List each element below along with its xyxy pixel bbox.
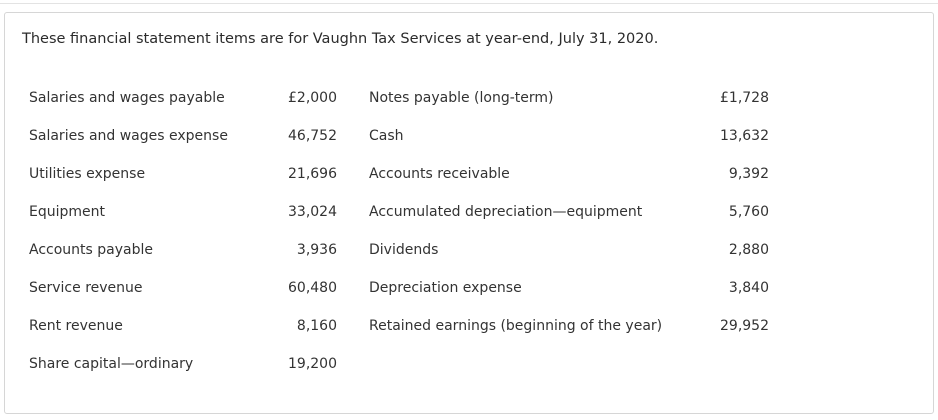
column-gap xyxy=(337,231,369,269)
table-row xyxy=(29,155,769,193)
item-amount: 13,632 xyxy=(720,128,769,144)
table-row xyxy=(29,231,769,269)
item-amount: 21,696 xyxy=(288,166,337,182)
intro-text: These financial statement items are for Vaughn Tax Services at year-end, July 31, 2020. xyxy=(22,31,659,47)
item-label: Rent revenue xyxy=(29,318,123,334)
item-amount: 60,480 xyxy=(288,280,337,296)
item-label xyxy=(369,345,695,383)
item-amount: 8,160 xyxy=(296,318,337,334)
column-gap xyxy=(337,193,369,231)
item-amount: 9,392 xyxy=(728,166,769,182)
item-amount: £2,000 xyxy=(288,90,337,106)
item-label: Accumulated depreciation—equipment xyxy=(369,204,643,220)
item-label: Salaries and wages payable xyxy=(29,90,225,106)
table-row xyxy=(29,307,769,345)
table-row xyxy=(29,269,769,307)
item-amount: £1,728 xyxy=(720,90,769,106)
item-label: Equipment xyxy=(29,204,105,220)
item-amount: 2,880 xyxy=(728,242,769,258)
column-gap xyxy=(337,307,369,345)
item-amount: 19,200 xyxy=(288,356,337,372)
top-divider xyxy=(0,3,938,4)
column-gap xyxy=(337,345,369,383)
financial-items-table xyxy=(29,79,769,383)
item-amount: 29,952 xyxy=(720,318,769,334)
item-amount: 3,840 xyxy=(728,280,769,296)
item-label: Accounts payable xyxy=(29,242,153,258)
table-row xyxy=(29,79,769,117)
table-row xyxy=(29,193,769,231)
item-label: Depreciation expense xyxy=(369,280,522,296)
item-amount: 3,936 xyxy=(296,242,337,258)
column-gap xyxy=(337,269,369,307)
item-amount xyxy=(695,345,769,383)
item-amount: 46,752 xyxy=(288,128,337,144)
item-amount: 5,760 xyxy=(728,204,769,220)
item-label: Utilities expense xyxy=(29,166,146,182)
item-label: Notes payable (long-term) xyxy=(369,90,554,106)
question-card xyxy=(4,12,934,414)
item-label: Share capital—ordinary xyxy=(29,356,194,372)
column-gap xyxy=(337,117,369,155)
item-label: Dividends xyxy=(369,242,439,258)
item-label: Cash xyxy=(369,128,404,144)
table-row xyxy=(29,345,769,383)
item-label: Retained earnings (beginning of the year) xyxy=(369,318,663,334)
item-label: Service revenue xyxy=(29,280,143,296)
column-gap xyxy=(337,79,369,117)
item-label: Salaries and wages expense xyxy=(29,128,228,144)
item-label: Accounts receivable xyxy=(369,166,510,182)
item-amount: 33,024 xyxy=(288,204,337,220)
table-row xyxy=(29,117,769,155)
column-gap xyxy=(337,155,369,193)
